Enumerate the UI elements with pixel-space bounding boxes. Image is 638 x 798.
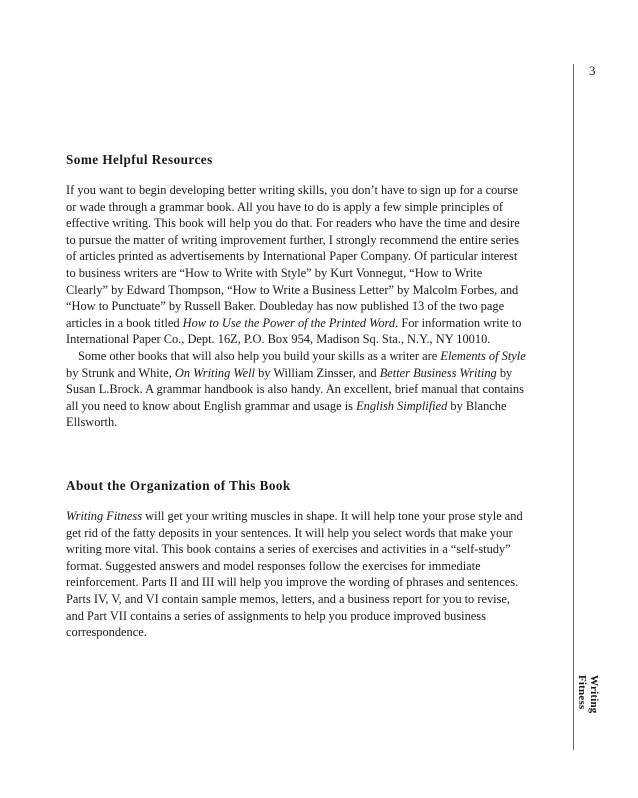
paragraph	[66, 182, 526, 348]
text-run: If you want to begin developing better writing skills, you don’t have to sign up for a course or wade through a grammar book. All you have to do is apply a few simple principles of effective writing. This book will help you do that. For readers who have the time and desire to pursue the matter of writing improvement further, I strongly recommend the entire series of articles printed as advertisements by International Paper Company. Of particular interest to business writers are “How to Write with Style” by Kurt Vonnegut, “How to Write Clearly” by Edward Thompson, “How to Write a Business Letter” by Malcolm Forbes, and “How to Punctuate” by Russell Baker. Doubleday has now published 13 of the two page articles in a book titled	[66, 183, 520, 330]
text-run: by Blanche Ellsworth.	[66, 398, 507, 430]
book-title: How to Use the Power of the Printed Word	[182, 315, 396, 330]
section-organization	[66, 477, 526, 641]
text-run: will get your writing muscles in shape. It will help tone your prose style and get rid of the fatty deposits in your sentences. It will help you select words that make your writing more vital. This book contains a series of exercises and activities in a “self-study” format. Suggested answers and model responses follow the exercises for immediate reinforcement. Parts II and III will help you improve the wording of phrases and sentences. Parts IV, V, and VI contain sample memos, letters, and a business report for you to revise, and Part VII contains a series of assignments to help you produce improved business correspondence.	[66, 509, 523, 640]
text-run: by William Zinsser, and	[254, 365, 380, 380]
margin-rule	[573, 64, 574, 750]
book-title: Writing Fitness	[66, 509, 143, 523]
section-helpful-resources	[66, 151, 526, 431]
book-title: English Simplified	[356, 398, 448, 413]
text-run: by Susan L.Brock. A grammar handbook is also handy. An excellent, brief manual that contains all you need to know about English grammar and usage is	[66, 365, 524, 413]
text-run: . For information write to International Paper Co., Dept. 16Z, P.O. Box 954, Madison Sq. Sta., N.Y., NY 10010.	[66, 315, 522, 347]
text-run: by Strunk and White,	[66, 365, 175, 380]
book-title: Better Business Writing	[379, 365, 497, 380]
paragraph	[66, 348, 526, 431]
page-number: 3	[589, 63, 596, 78]
paragraph	[66, 508, 526, 641]
section-heading: About the Organization of This Book	[66, 478, 291, 493]
book-title: Elements of Style	[440, 348, 526, 363]
book-title: On Writing Well	[174, 365, 255, 380]
section-heading: Some Helpful Resources	[66, 152, 213, 167]
text-run: Some other books that will also help you build your skills as a writer are	[78, 348, 441, 363]
running-title: Writing Fitness	[576, 675, 600, 714]
